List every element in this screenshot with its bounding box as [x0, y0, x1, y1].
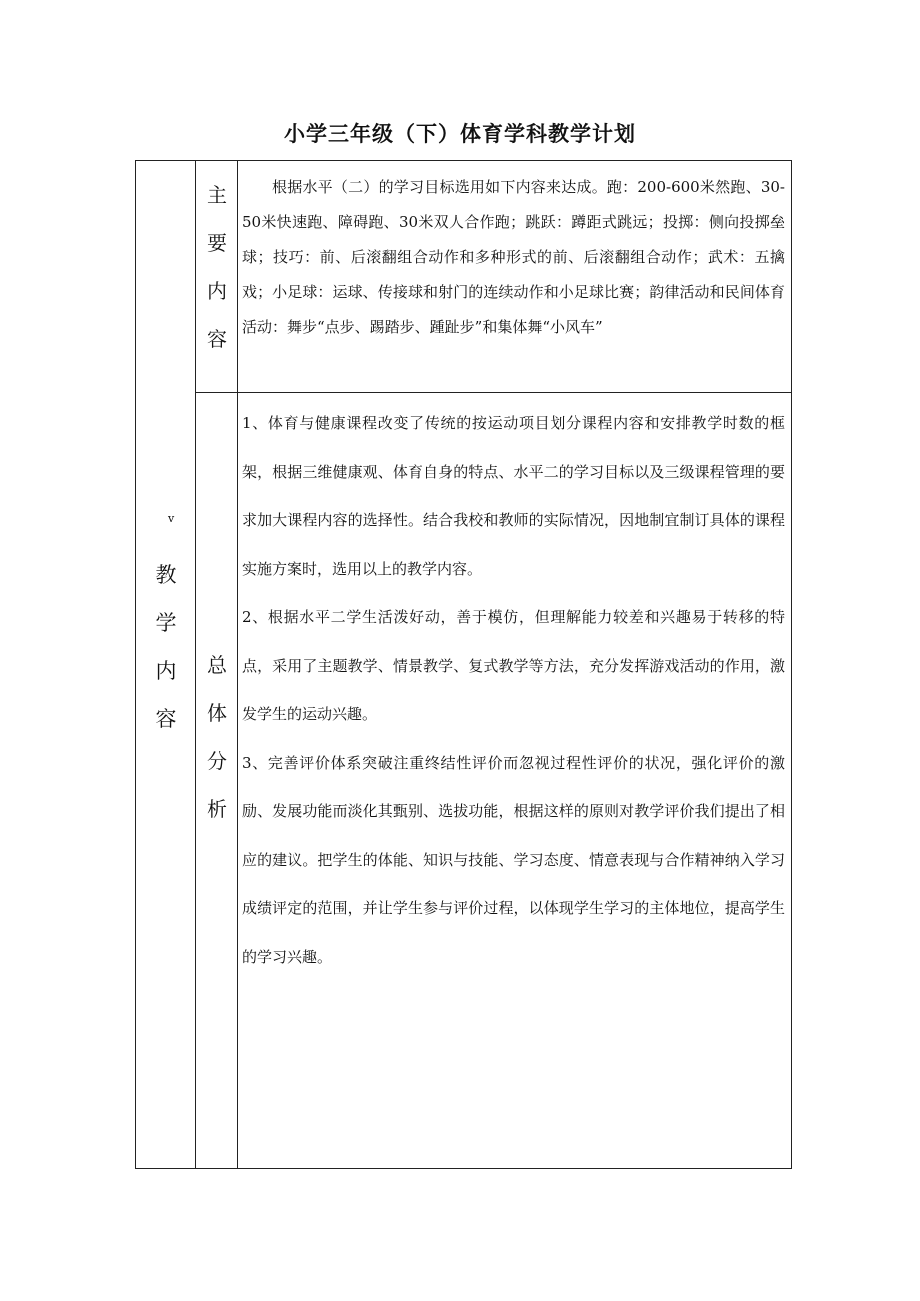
plan-table	[135, 160, 792, 1169]
outer-mark: v	[168, 512, 175, 525]
row-label-overall-analysis	[196, 641, 238, 833]
row-label-cell-overall-analysis	[196, 393, 238, 1169]
row-label-char: 总	[207, 653, 227, 677]
outer-label-char: 内	[155, 659, 177, 683]
row-label-char: 容	[207, 327, 227, 351]
row-label-char: 内	[207, 279, 227, 303]
overall-analysis-cell	[238, 393, 792, 1169]
row-label-char: 析	[207, 797, 227, 821]
document-title: 小学三年级（下）体育学科教学计划	[284, 122, 636, 146]
main-content-cell	[238, 161, 792, 393]
outer-label-char: 教	[155, 563, 177, 587]
row-label-char: 要	[207, 231, 227, 255]
row-label-cell-main-content	[196, 161, 238, 393]
row-label-char: 主	[207, 183, 227, 207]
analysis-paragraph-3: 3、完善评价体系突破注重终结性评价而忽视过程性评价的状况，强化评价的激励、发展功能而淡化其甄别、选拔功能，根据这样的原则对教学评价我们提出了相应的建议。把学生的体能、知识与技能、学习态度、情意表现与合作精神纳入学习成绩评定的范围，并让学生参与评价过程，以体现学生学习的主体地位，提高学生的学习兴趣。	[242, 753, 785, 966]
row-label-char: 分	[207, 749, 227, 773]
outer-category-cell	[136, 161, 196, 1169]
outer-label-char: 容	[155, 707, 177, 731]
analysis-paragraph-1: 1、体育与健康课程改变了传统的按运动项目划分课程内容和安排教学时数的框架，根据三维健康观、体育自身的特点、水平二的学习目标以及三级课程管理的要求加大课程内容的选择性。结合我校和教师的实际情况，因地制宜制订具体的课程实施方案时，选用以上的教学内容。	[242, 414, 785, 578]
row-label-main-content	[196, 171, 238, 363]
main-content-text: 根据水平（二）的学习目标选用如下内容来达成。跑：200-600米然跑、30-50米快速跑、障碍跑、30米双人合作跑；跳跃：蹲距式跳远；投掷：侧向投掷垒球；技巧：前、后滚翻组合动作和多种形式的前、后滚翻组合动作；武术：五擒戏；小足球：运球、传接球和射门的连续动作和小足球比赛；韵律活动和民间体育活动：舞步“点步、踢踏步、踵趾步”和集体舞“小风车”	[242, 178, 785, 336]
analysis-paragraph-2: 2、根据水平二学生活泼好动，善于模仿，但理解能力较差和兴趣易于转移的特点，采用了主题教学、情景教学、复式教学等方法，充分发挥游戏活动的作用，激发学生的运动兴趣。	[242, 608, 785, 723]
outer-label-char: 学	[155, 611, 177, 635]
outer-category-label	[136, 551, 196, 743]
row-label-char: 体	[207, 701, 227, 725]
